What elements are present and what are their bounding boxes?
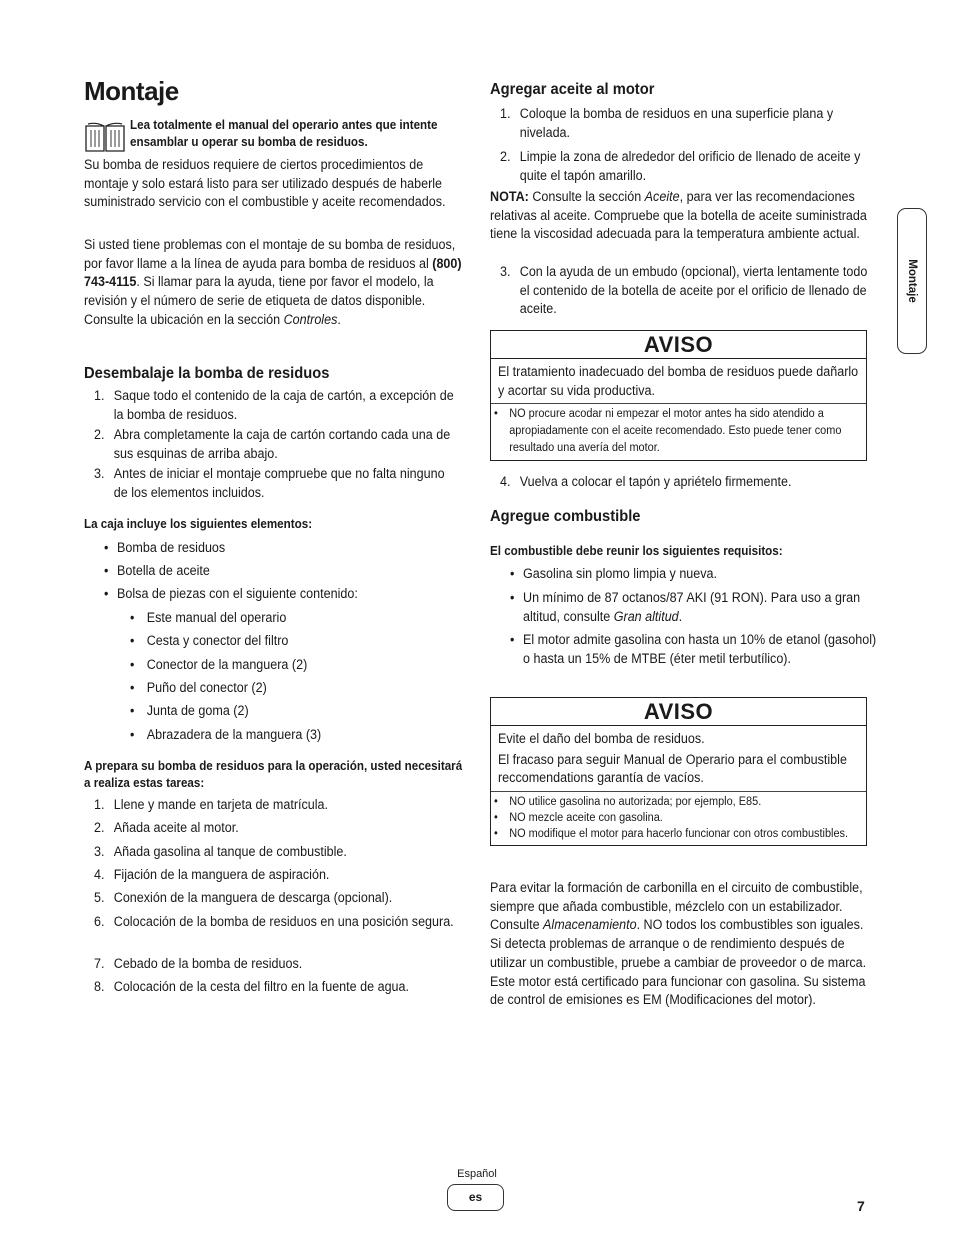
notice-bullet: • NO modifique el motor para hacerlo funcionar con otros combustibles. bbox=[494, 827, 849, 840]
book-icon bbox=[84, 121, 126, 153]
section-side-tab bbox=[897, 208, 927, 354]
notice-box-fuel bbox=[490, 697, 867, 846]
prep-heading: A prepara su bomba de residuos para la operación, usted necesitará a realiza estas tareas: bbox=[84, 759, 463, 790]
fuel-requirements-heading: El combustible debe reunir los siguientes requisitos: bbox=[490, 544, 783, 558]
page-number: 7 bbox=[857, 1198, 865, 1214]
fuel-stabilizer-paragraph: Para evitar la formación de carbonilla en el circuito de combustible, siempre que añada combustible, mézclelo con un estabilizador. Consulte Almacenamiento. NO todos los combustibles son iguales. Si detecta problemas de arranque o de rendimiento después de utilizar un combustible, pruebe a cambiar de proveedor o de marca. Este motor está certificado para funcionar con gasolina. Su sistema de control de emisiones es EM (Modificaciones del motor). bbox=[490, 880, 867, 1008]
controls-reference: Controles bbox=[283, 311, 338, 327]
footer-language-code: es bbox=[447, 1184, 504, 1211]
notice-box-oil bbox=[490, 330, 867, 461]
notice-body: El tratamiento inadecuado del bomba de residuos puede dañarlo y acortar su vida productiva. bbox=[491, 359, 866, 404]
helpline-paragraph: Si usted tiene problemas con el montaje de su bomba de residuos, por favor llame a la línea de ayuda para bomba de residuos al (800) 743-4115. Si llamar para la ayuda, tiene por favor el modelo, la revisión y el número de serie de etiqueta de datos disponible. Consulte la ubicación en la sección Controles. bbox=[84, 237, 462, 327]
notice-body: Evite el daño del bomba de residuos. El fracaso para seguir Manual de Operario para el combustible reccomendations garantía de vacíos. bbox=[491, 726, 866, 792]
box-contents-heading: La caja incluye los siguientes elementos: bbox=[84, 517, 313, 531]
storage-reference: Almacenamiento bbox=[543, 917, 637, 933]
oil-note: NOTA: Consulte la sección Aceite, para ver las recomendaciones relativas al aceite. Compruebe que la botella de aceite suministrada tiene la viscosidad adecuada para la temperatura ambiente actual. bbox=[490, 189, 867, 242]
notice-title: AVISO bbox=[491, 698, 866, 726]
oil-heading: Agregar aceite al motor bbox=[490, 81, 655, 98]
intro-paragraph: Su bomba de residuos requiere de ciertos procedimientos de montaje y solo estará listo para ser utilizado después de haberle suministrado servicio con el combustible y aceite recomendados. bbox=[84, 157, 446, 210]
manual-warning-note: Lea totalmente el manual del operario antes que intente ensamblar u operar su bomba de residuos. bbox=[130, 118, 438, 149]
notice-bullet: • NO utilice gasolina no autorizada; por ejemplo, E85. bbox=[494, 795, 762, 808]
side-tab-label: Montaje bbox=[906, 259, 918, 303]
notice-bullet: • NO procure acodar ni empezar el motor antes ha sido atendido a apropiadamente con el aceite recomendado. Esto puede tener como resultado una avería del motor. bbox=[494, 408, 842, 454]
footer-language: Español bbox=[457, 1168, 497, 1180]
notice-bullets bbox=[491, 792, 866, 845]
oil-reference: Aceite bbox=[644, 189, 680, 204]
notice-title: AVISO bbox=[491, 331, 866, 359]
helpline-phone: (800) 743-4115 bbox=[84, 255, 462, 290]
notice-bullets bbox=[491, 404, 866, 460]
notice-bullet: • NO mezcle aceite con gasolina. bbox=[494, 811, 663, 824]
page-title: Montaje bbox=[84, 76, 179, 106]
fuel-heading: Agregue combustible bbox=[490, 508, 641, 525]
unpack-heading: Desembalaje la bomba de residuos bbox=[84, 365, 330, 382]
